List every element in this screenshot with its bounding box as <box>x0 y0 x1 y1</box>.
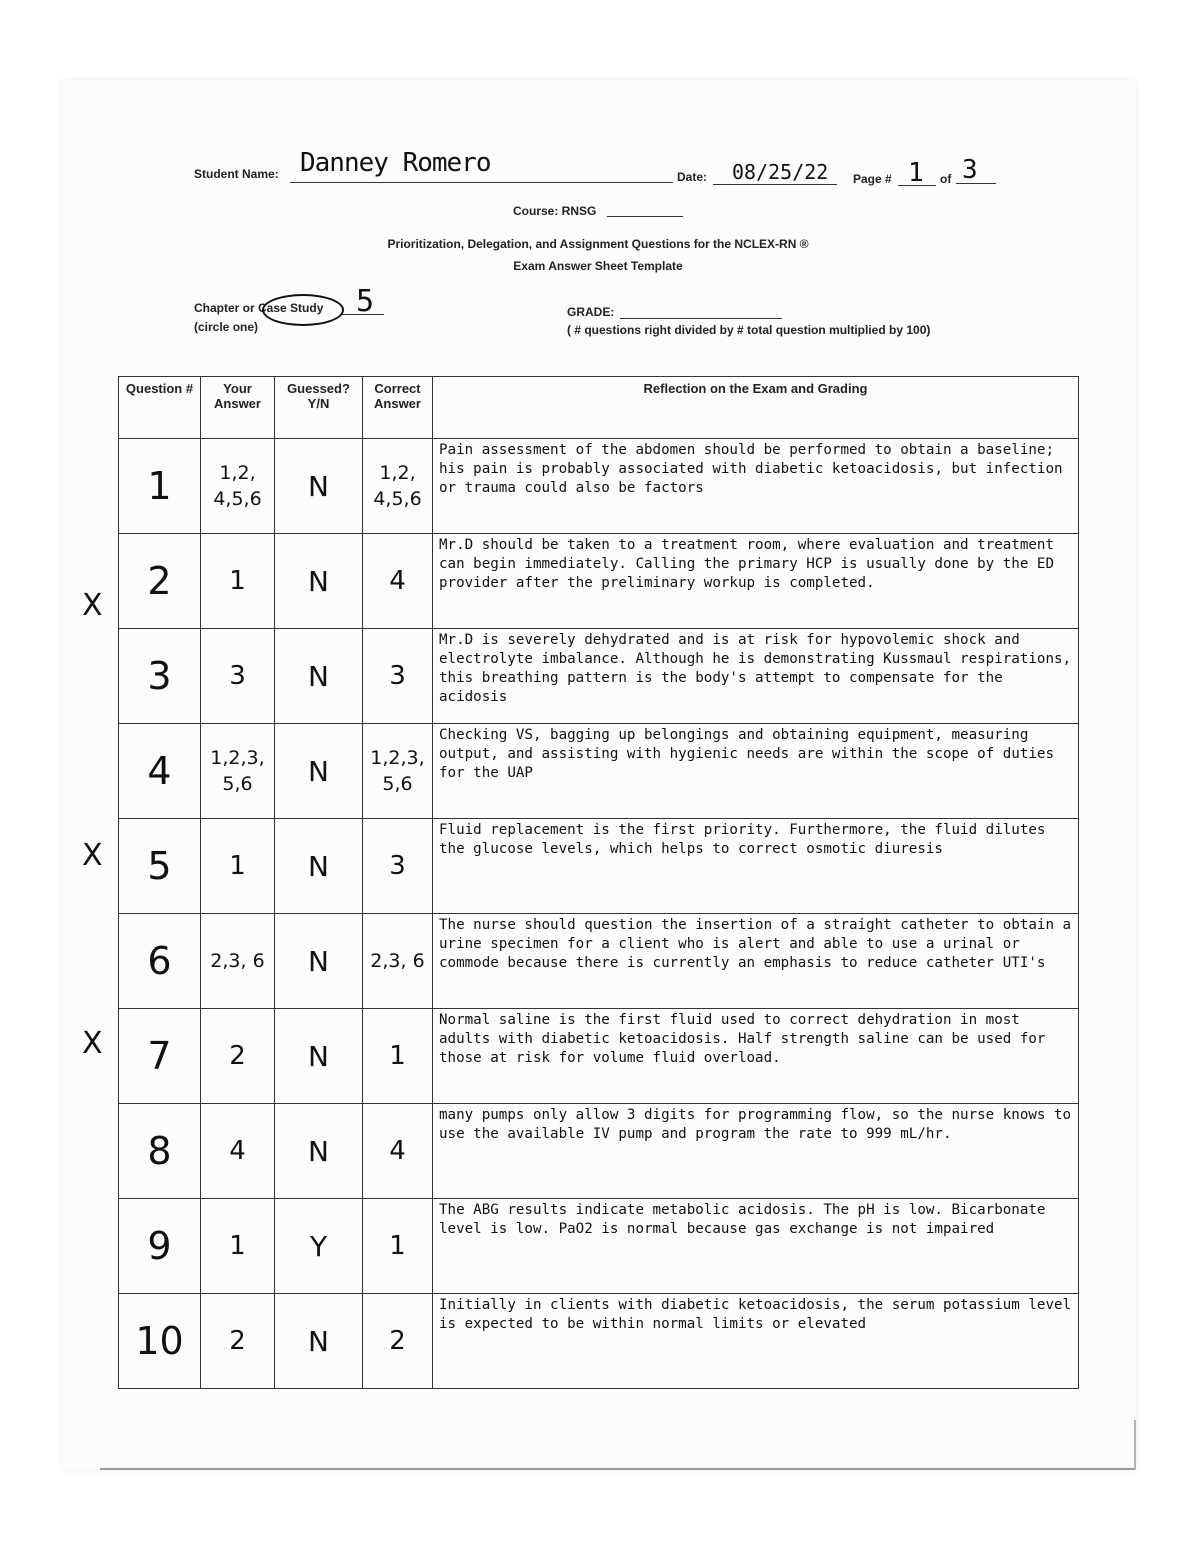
reflection: The ABG results indicate metabolic acidosis. The pH is low. Bicarbonate level is low. PaO2 is normal because gas exchange is not impaired <box>433 1199 1079 1294</box>
table-row <box>119 724 1079 819</box>
grade-label: GRADE: <box>567 305 615 319</box>
table-row <box>119 914 1079 1009</box>
student-name-underline <box>290 182 673 183</box>
date-underline <box>713 184 837 185</box>
your-answer: 4 <box>201 1104 275 1199</box>
your-answer: 2 <box>201 1009 275 1104</box>
guessed: N <box>275 534 363 629</box>
guessed: N <box>275 724 363 819</box>
correct-answer: 3 <box>363 629 433 724</box>
title-line-1: Prioritization, Delegation, and Assignment Questions for the NCLEX-RN ® <box>387 237 809 251</box>
grade-note: ( # questions right divided by # total question multiplied by 100) <box>567 323 931 337</box>
case-study-circle <box>262 294 344 326</box>
reflection: Mr.D should be taken to a treatment room, where evaluation and treatment can begin immediately. Calling the primary HCP is usually done by the ED provider after the preliminary workup is completed. <box>433 534 1079 629</box>
your-answer: 1 <box>201 534 275 629</box>
question-number: 4 <box>119 724 201 819</box>
wrong-mark-q2: X <box>82 588 103 623</box>
correct-answer: 1 <box>363 1199 433 1294</box>
table-row <box>119 1104 1079 1199</box>
question-number: 5 <box>119 819 201 914</box>
page-bottom-edge <box>100 1468 1134 1470</box>
student-name-value: Danney Romero <box>300 148 491 178</box>
guessed: N <box>275 629 363 724</box>
question-number: 2 <box>119 534 201 629</box>
guessed: N <box>275 1104 363 1199</box>
guessed: N <box>275 439 363 534</box>
reflection: Fluid replacement is the first priority. Furthermore, the fluid dilutes the glucose levels, which helps to correct osmotic diuresis <box>433 819 1079 914</box>
page-right-edge <box>1134 1420 1136 1470</box>
header-your-answer: Your Answer <box>201 377 275 439</box>
guessed: Y <box>275 1199 363 1294</box>
reflection: Checking VS, bagging up belongings and obtaining equipment, measuring output, and assisting with hygienic needs are within the scope of duties for the UAP <box>433 724 1079 819</box>
wrong-mark-q5: X <box>82 838 103 873</box>
question-number: 8 <box>119 1104 201 1199</box>
table-row <box>119 629 1079 724</box>
table-header-row <box>119 377 1079 439</box>
of-label: of <box>940 172 952 186</box>
wrong-mark-q7: X <box>82 1026 103 1061</box>
guessed: N <box>275 1009 363 1104</box>
guessed: N <box>275 914 363 1009</box>
correct-answer: 1 <box>363 1009 433 1104</box>
question-number: 7 <box>119 1009 201 1104</box>
reflection: Mr.D is severely dehydrated and is at risk for hypovolemic shock and electrolyte imbalance. Although he is demonstrating Kussmaul respirations, this breathing pattern is the body's attempt to compensate for the acidosis <box>433 629 1079 724</box>
correct-answer: 1,2,3, 5,6 <box>363 724 433 819</box>
table-row <box>119 1199 1079 1294</box>
correct-answer: 1,2, 4,5,6 <box>363 439 433 534</box>
your-answer: 2,3, 6 <box>201 914 275 1009</box>
question-number: 10 <box>119 1294 201 1389</box>
table-row <box>119 534 1079 629</box>
reflection: Pain assessment of the abdomen should be performed to obtain a baseline; his pain is probably associated with diabetic ketoacidosis, but infection or trauma could also be factors <box>433 439 1079 534</box>
answers-table <box>118 376 1079 1389</box>
table-row <box>119 1009 1079 1104</box>
page-value: 1 <box>908 158 924 188</box>
circle-one-note: (circle one) <box>194 320 259 334</box>
correct-answer: 2 <box>363 1294 433 1389</box>
page-label: Page # <box>853 172 892 186</box>
question-number: 3 <box>119 629 201 724</box>
your-answer: 3 <box>201 629 275 724</box>
reflection: many pumps only allow 3 digits for programming flow, so the nurse knows to use the available IV pump and program the rate to 999 mL/hr. <box>433 1104 1079 1199</box>
header-correct: Correct Answer <box>363 377 433 439</box>
chapter-label: Chapter or Case Study <box>194 301 324 315</box>
reflection: The nurse should question the insertion of a straight catheter to obtain a urine specimen for a client who is alert and able to use a urinal or commode because there is currently an emphasis to reduce catheter UTI's <box>433 914 1079 1009</box>
correct-answer: 4 <box>363 534 433 629</box>
table-row <box>119 1294 1079 1389</box>
correct-answer: 4 <box>363 1104 433 1199</box>
date-label: Date: <box>677 170 708 184</box>
reflection: Normal saline is the first fluid used to correct dehydration in most adults with diabetic ketoacidosis. Half strength saline can be used for those at risk for volume fluid overload. <box>433 1009 1079 1104</box>
your-answer: 1,2,3, 5,6 <box>201 724 275 819</box>
your-answer: 2 <box>201 1294 275 1389</box>
your-answer: 1 <box>201 819 275 914</box>
header-reflection: Reflection on the Exam and Grading <box>433 377 1079 439</box>
header-question: Question # <box>119 377 201 439</box>
your-answer: 1,2, 4,5,6 <box>201 439 275 534</box>
correct-answer: 3 <box>363 819 433 914</box>
table-row <box>119 439 1079 534</box>
correct-answer: 2,3, 6 <box>363 914 433 1009</box>
question-number: 9 <box>119 1199 201 1294</box>
your-answer: 1 <box>201 1199 275 1294</box>
course-underline <box>607 216 683 217</box>
question-number: 6 <box>119 914 201 1009</box>
date-value: 08/25/22 <box>732 160 829 184</box>
title-line-2: Exam Answer Sheet Template <box>513 259 683 273</box>
guessed: N <box>275 819 363 914</box>
guessed: N <box>275 1294 363 1389</box>
grade-underline <box>620 318 782 319</box>
question-number: 1 <box>119 439 201 534</box>
chapter-value: 5 <box>356 284 375 319</box>
reflection: Initially in clients with diabetic ketoacidosis, the serum potassium level is expected to be within normal limits or elevated <box>433 1294 1079 1389</box>
of-value: 3 <box>962 155 978 185</box>
student-name-label: Student Name: <box>194 167 279 181</box>
course-label: Course: RNSG <box>513 204 597 218</box>
table-row <box>119 819 1079 914</box>
header-guessed: Guessed? Y/N <box>275 377 363 439</box>
